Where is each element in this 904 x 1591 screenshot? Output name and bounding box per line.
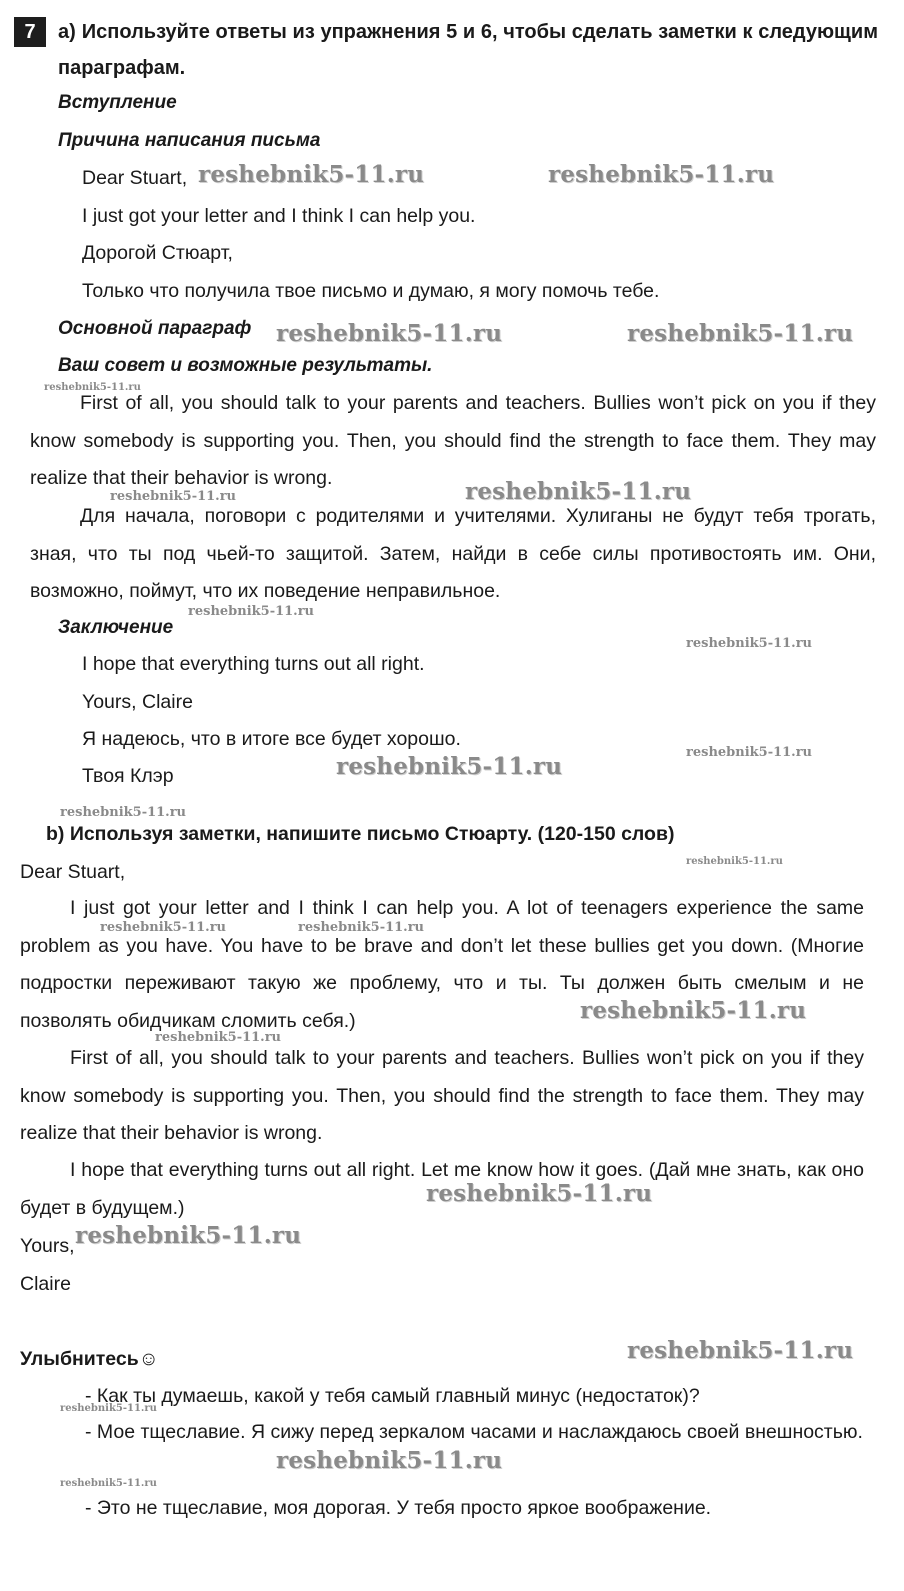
- watermark: reshebnik5-11.ru: [580, 997, 807, 1024]
- watermark: reshebnik5-11.ru: [336, 753, 563, 780]
- joke-line-3: - Это не тщеславие, моя дорогая. У тебя просто яркое воображение.: [85, 1497, 712, 1519]
- watermark: reshebnik5-11.ru: [548, 161, 775, 188]
- watermark: reshebnik5-11.ru: [100, 920, 227, 935]
- conclusion-line-3: Я надеюсь, что в итоге все будет хорошо.: [82, 728, 461, 750]
- watermark: reshebnik5-11.ru: [465, 478, 692, 505]
- joke-line-2: - Мое тщеславие. Я сижу перед зеркалом часами и наслаждаюсь своей внешностью.: [85, 1421, 863, 1443]
- conclusion-heading: Заключение: [58, 617, 174, 638]
- watermark: reshebnik5-11.ru: [60, 1403, 157, 1414]
- joke-heading: Улыбнитесь☺: [20, 1348, 159, 1370]
- intro-heading: Вступление: [58, 92, 177, 113]
- watermark: reshebnik5-11.ru: [627, 1337, 854, 1364]
- intro-line-4: Только что получила твое письмо и думаю, я могу помочь тебе.: [82, 280, 660, 302]
- watermark: reshebnik5-11.ru: [276, 320, 503, 347]
- intro-line-1: Dear Stuart,: [82, 167, 188, 189]
- letter-paragraph-2: First of all, you should talk to your parents and teachers. Bullies won’t pick on you if they know somebody is supporting you. Then, you should find the strength to face them. They may realize that their behavior is wrong.: [20, 1047, 864, 1144]
- watermark: reshebnik5-11.ru: [686, 745, 813, 760]
- watermark: reshebnik5-11.ru: [298, 920, 425, 935]
- letter-closing: Yours,: [20, 1235, 75, 1257]
- advice-heading: Ваш совет и возможные результаты.: [58, 355, 433, 376]
- intro-line-2: I just got your letter and I think I can help you.: [82, 205, 476, 227]
- letter-greeting: Dear Stuart,: [20, 861, 126, 883]
- conclusion-line-2: Yours, Claire: [82, 691, 193, 713]
- watermark: reshebnik5-11.ru: [155, 1030, 282, 1045]
- conclusion-line-1: I hope that everything turns out all right.: [82, 653, 425, 675]
- task-a-text: Используйте ответы из упражнения 5 и 6, чтобы сделать заметки к следующим параграфам.: [58, 21, 878, 79]
- joke-line-1: - Как ты думаешь, какой у тебя самый главный минус (недостаток)?: [85, 1385, 700, 1407]
- watermark: reshebnik5-11.ru: [44, 382, 141, 393]
- intro-line-3: Дорогой Стюарт,: [82, 242, 233, 264]
- watermark: reshebnik5-11.ru: [110, 489, 237, 504]
- watermark: reshebnik5-11.ru: [60, 1478, 157, 1489]
- watermark: reshebnik5-11.ru: [686, 636, 813, 651]
- task-number-badge: 7: [14, 17, 46, 47]
- watermark: reshebnik5-11.ru: [426, 1180, 653, 1207]
- watermark: reshebnik5-11.ru: [60, 805, 187, 820]
- letter-paragraph-3: I hope that everything turns out all right. Let me know how it goes. (Дай мне знать, как оно будет в будущем.): [20, 1159, 864, 1219]
- main-heading: Основной параграф: [58, 318, 252, 339]
- advice-russian-paragraph: Для начала, поговори с родителями и учителями. Хулиганы не будут тебя трогать, зная, что ты под чьей-то защитой. Затем, найди в себе силы противостоять им. Они, возможно, поймут, что их поведение неправильное.: [30, 505, 876, 602]
- task-a-label: a): [58, 21, 76, 43]
- task-b-instruction: b) Используя заметки, напишите письмо Стюарту. (120-150 слов): [46, 823, 675, 845]
- watermark: reshebnik5-11.ru: [188, 604, 315, 619]
- conclusion-line-4: Твоя Клэр: [82, 765, 174, 787]
- watermark: reshebnik5-11.ru: [198, 161, 425, 188]
- watermark: reshebnik5-11.ru: [627, 320, 854, 347]
- watermark: reshebnik5-11.ru: [686, 856, 783, 867]
- task-a-instruction: [58, 14, 878, 86]
- watermark: reshebnik5-11.ru: [75, 1222, 302, 1249]
- watermark: reshebnik5-11.ru: [276, 1447, 503, 1474]
- advice-english-paragraph: First of all, you should talk to your parents and teachers. Bullies won’t pick on you if they know somebody is supporting you. Then, you should find the strength to face them. They may realize that their behavior is wrong.: [30, 392, 876, 489]
- letter-signature: Claire: [20, 1273, 71, 1295]
- letter-paragraph-1: I just got your letter and I think I can help you. A lot of teenagers experience the same problem as you have. You have to be brave and don’t let these bullies get you down. (Многие подростки переживают такую же проблему, что и ты. Ты должен быть смелым и не позволять обидчикам сломить себя.): [20, 897, 864, 1032]
- reason-heading: Причина написания письма: [58, 130, 321, 151]
